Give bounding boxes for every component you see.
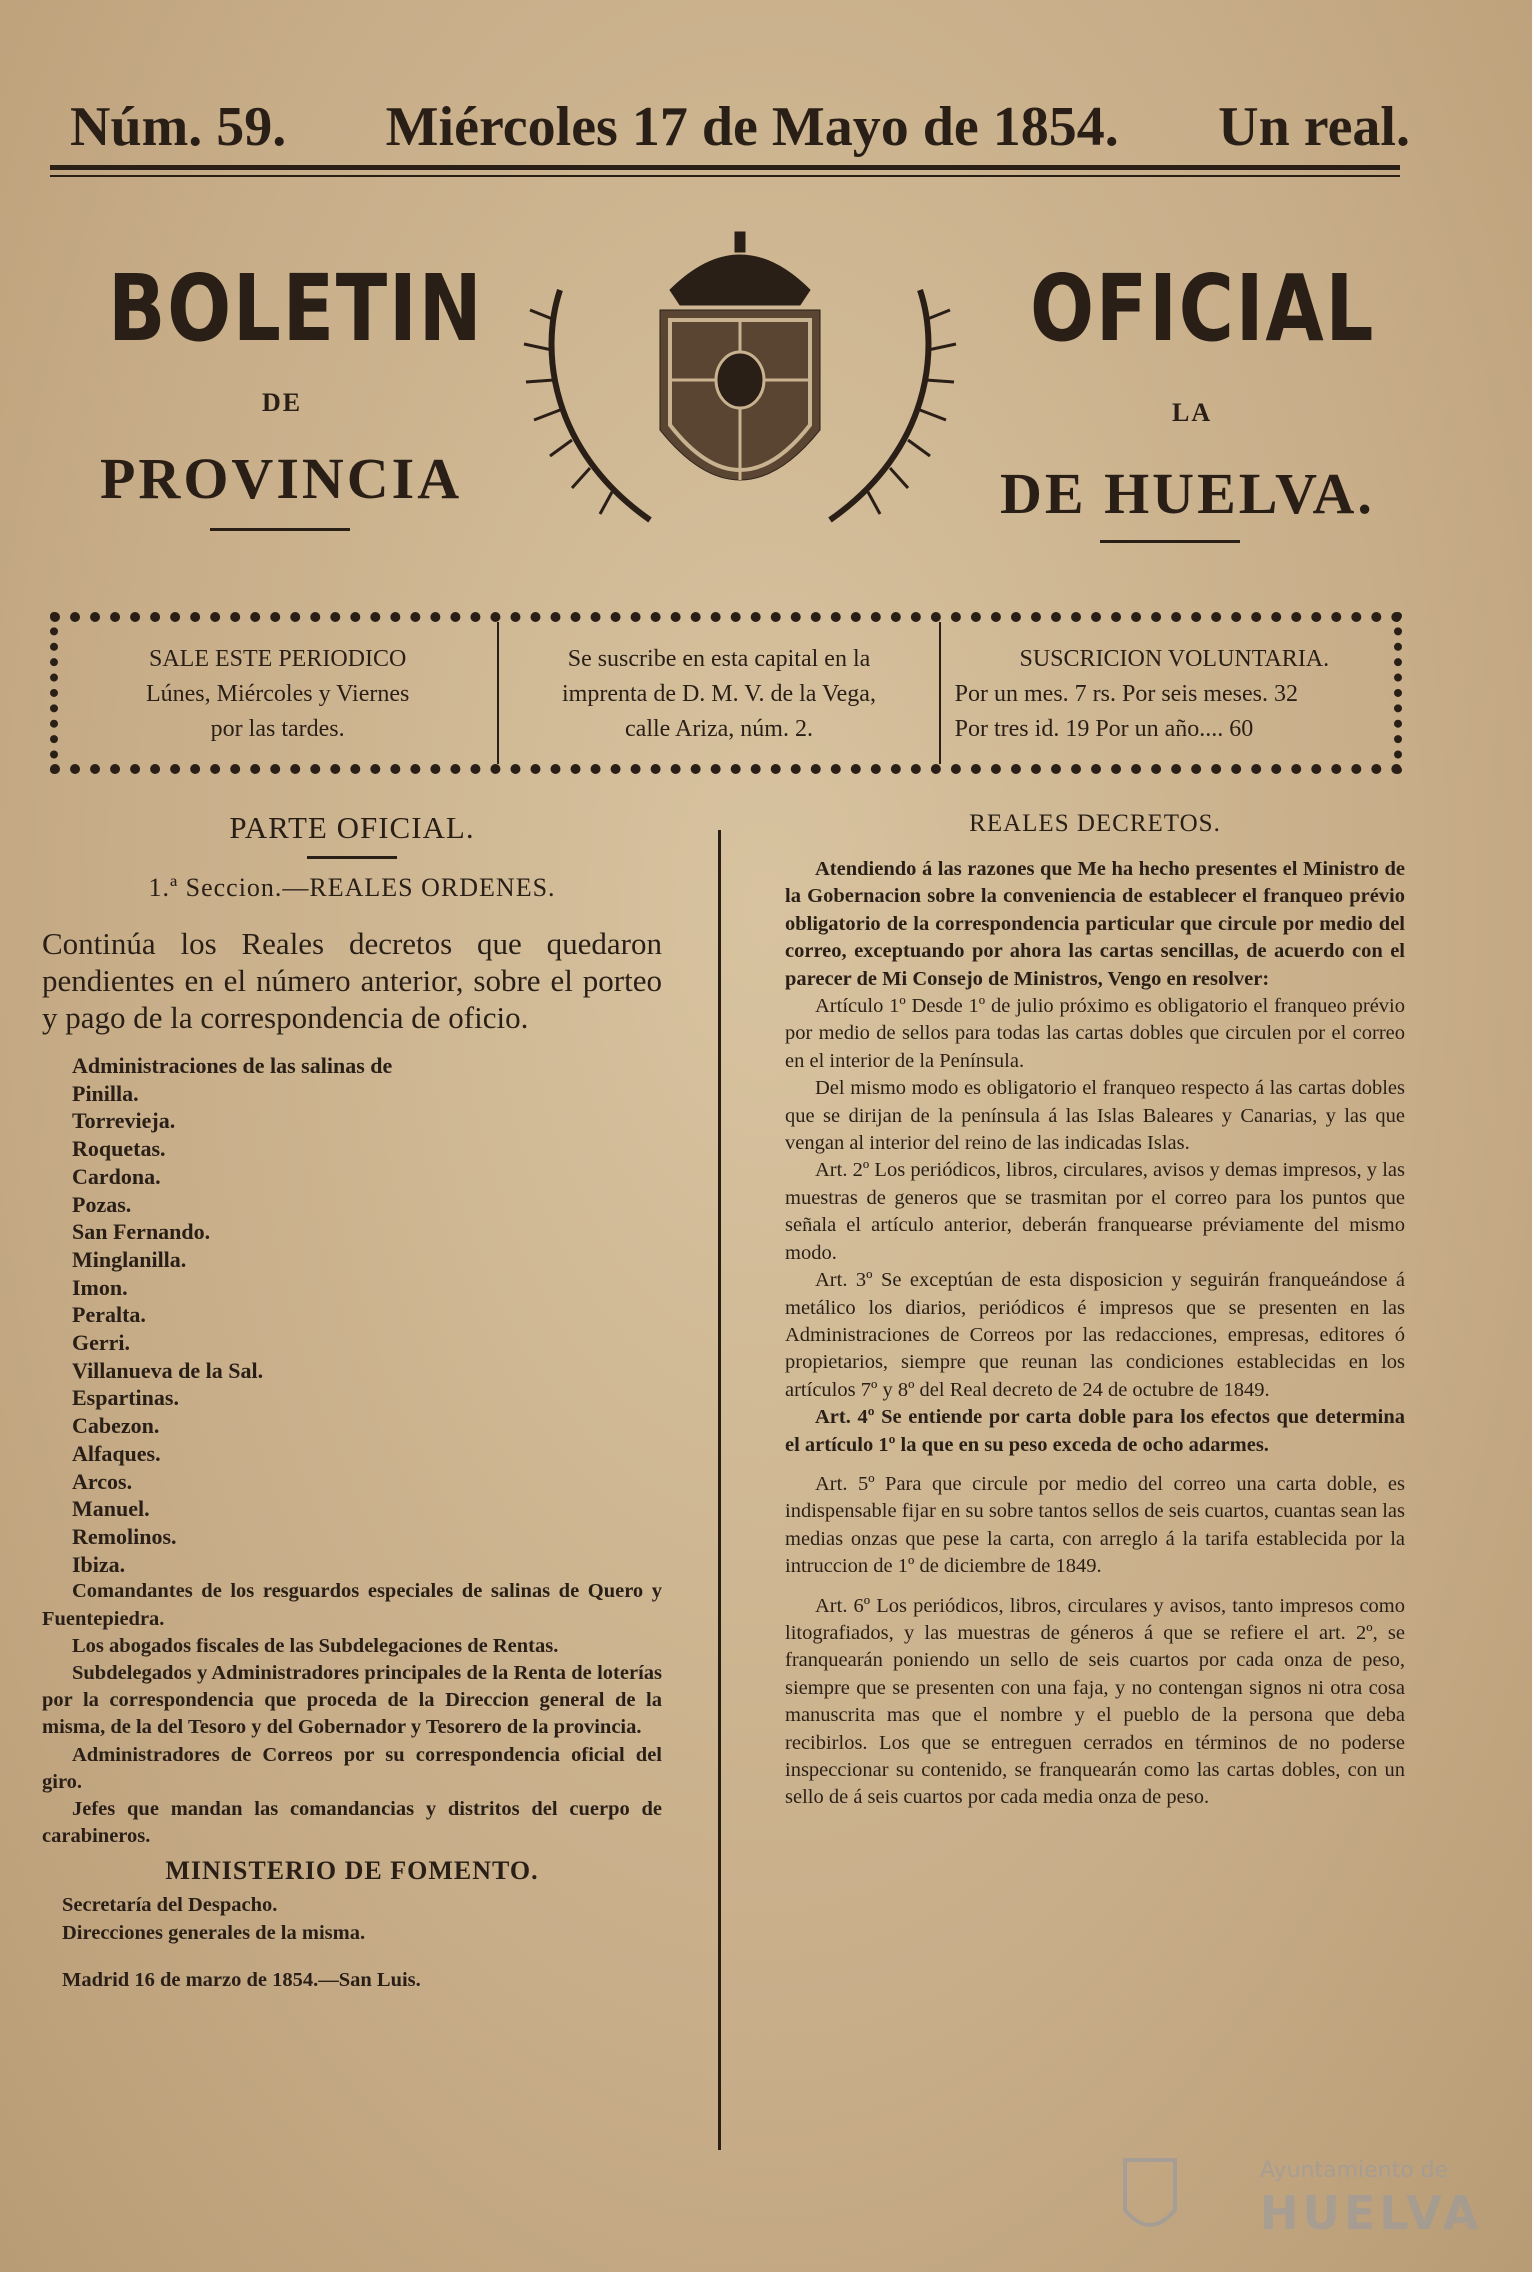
list-item: Cabezon. — [72, 1413, 160, 1439]
title-la: LA — [1172, 398, 1213, 427]
official-paragraph: Subdelegados y Administradores principales de la Renta de loterías por la correspondencia que proceda de la Direccion general de la misma, de la del Tesoro y del Gobernador y Tesorero de la provincia. — [42, 1661, 662, 1739]
title-huelva: DE HUELVA. — [1000, 461, 1375, 526]
address-line-3: calle Ariza, núm. 2. — [625, 716, 813, 742]
list-item: Remolinos. — [72, 1523, 177, 1549]
column-divider — [718, 830, 721, 2150]
list-item: Ibiza. — [72, 1551, 126, 1577]
left-flourish — [210, 528, 350, 531]
list-item: Roquetas. — [72, 1136, 166, 1162]
left-column — [42, 810, 662, 1994]
official-paragraph: Administradores de Correos por su correspondencia oficial del giro. — [42, 1743, 662, 1793]
list-item: Torrevieja. — [72, 1108, 176, 1134]
list-item: Gerri. — [72, 1330, 131, 1356]
signature: Madrid 16 de marzo de 1854.—San Luis. — [62, 1968, 421, 1991]
schedule-title: SALE ESTE PERIODICO — [148, 646, 407, 672]
list-item: Cardona. — [72, 1163, 161, 1189]
list-item: Villanueva de la Sal. — [72, 1357, 264, 1383]
masthead-rule-thin — [50, 175, 1400, 177]
watermark-shield-icon — [1120, 2150, 1180, 2240]
official-paragraph: Jefes que mandan las comandancias y distritos del cuerpo de carabineros. — [42, 1797, 662, 1848]
issue-date: Miércoles 17 de Mayo de 1854. — [385, 96, 1119, 158]
decree-paragraph: Art. 5º Para que circule por medio del correo una carta doble, es indispensable fijar en su sobre tantos sellos de seis cuartos, cuantas sean las medias onzas que pese la carta, con arreglo á la tarifa establecida por la intruccion de 1º de diciembre de 1849. — [785, 1472, 1405, 1578]
right-flourish — [1100, 540, 1240, 543]
price-line-2: Por tres id. 19 Por un año.... 60 — [954, 716, 1254, 742]
decree-articles — [785, 856, 1405, 1812]
schedule-time: por las tardes. — [210, 716, 345, 742]
masthead-rule — [50, 165, 1400, 170]
right-column — [785, 810, 1405, 1812]
ministry-heading: MINISTERIO DE FOMENTO. — [165, 1856, 539, 1886]
royal-crest — [520, 230, 960, 540]
lead-text: Continúa los Reales decretos que quedaron pendientes en el número anterior, sobre el porteo y pago de la correspondencia de oficio. — [42, 926, 662, 1035]
watermark-line-2: HUELVA — [1260, 2186, 1483, 2240]
list-item: Peralta. — [72, 1302, 146, 1328]
decree-paragraph: Artículo 1º Desde 1º de julio próximo es obligatorio el franqueo prévio por medio de sellos para todas las cartas dobles que circulen por el correo en el interior de la Península. — [785, 995, 1405, 1072]
title-de: DE — [262, 388, 303, 417]
subscription-title: SUSCRICION VOLUNTARIA. — [1019, 646, 1330, 672]
list-item: Minglanilla. — [72, 1246, 187, 1272]
ministry-item: Secretaría del Despacho. — [62, 1894, 278, 1917]
archive-watermark — [1120, 2150, 1483, 2250]
address-line-1: Se suscribe en esta capital en la — [567, 646, 871, 672]
title-provincia: PROVINCIA — [100, 446, 463, 511]
heading-separator — [307, 856, 397, 859]
subscription-prices — [939, 622, 1394, 764]
list-item: Administraciones de las salinas de — [72, 1053, 393, 1078]
list-item: Manuel. — [72, 1496, 150, 1522]
printer-address — [497, 622, 938, 764]
decree-paragraph: Atendiendo á las razones que Me ha hecho presentes el Ministro de la Gobernacion sobre la conveniencia de establecer el franqueo prévio obligatorio de la correspondencia particular que circule por medio del correo, exceptuando por ahora las cartas sencillas, de acuerdo con el parecer de Mi Consejo de Ministros, Vengo en resolver: — [785, 858, 1405, 990]
list-item: Arcos. — [72, 1468, 133, 1494]
title-oficial: OFICIAL — [1030, 255, 1376, 362]
ministry-item: Direcciones generales de la misma. — [62, 1921, 366, 1944]
section-heading: 1.ª Seccion.—REALES ORDENES. — [148, 873, 556, 902]
official-paragraph: Los abogados fiscales de las Subdelegaciones de Rentas. — [72, 1634, 559, 1657]
issue-price: Un real. — [1218, 96, 1410, 158]
list-item: Pinilla. — [72, 1080, 139, 1106]
officials-paragraphs — [42, 1578, 662, 1850]
masthead — [70, 95, 1410, 159]
title-right — [1030, 255, 1451, 362]
price-line-1: Por un mes. 7 rs. Por seis meses. 32 — [954, 681, 1298, 707]
official-paragraph: Comandantes de los resguardos especiales de salinas de Quero y Fuentepiedra. — [42, 1580, 662, 1630]
list-item: Imon. — [72, 1274, 128, 1300]
schedule-days: Lúnes, Miércoles y Viernes — [145, 681, 410, 707]
subscription-box — [50, 612, 1402, 774]
list-item: Pozas. — [72, 1191, 132, 1217]
decree-paragraph: Art. 4º Se entiende por carta doble para los efectos que determina el artículo 1º la que en su peso exceda de ocho adarmes. — [785, 1406, 1405, 1456]
reales-decretos-heading: REALES DECRETOS. — [969, 810, 1221, 837]
address-line-2: imprenta de D. M. V. de la Vega, — [562, 681, 876, 707]
list-item: San Fernando. — [72, 1219, 211, 1245]
publication-schedule — [58, 622, 497, 764]
decree-paragraph: Art. 2º Los periódicos, libros, circulares, avisos y demas impresos, y las muestras de generos que se trasmitan por el correo para los puntos que señala el artículo anterior, deberán franquearse préviamente del mismo modo. — [785, 1159, 1405, 1264]
title-boletin: BOLETIN — [108, 255, 484, 362]
list-item: Alfaques. — [72, 1440, 161, 1466]
salinas-list — [42, 1052, 662, 1578]
parte-oficial-heading: PARTE OFICIAL. — [229, 810, 475, 845]
title-left — [108, 255, 566, 362]
decree-paragraph: Art. 3º Se exceptúan de esta disposicion y seguirán franqueándose á metálico los diarios, periódicos é impresos que se presenten en las Administraciones de Correos por las redacciones, empresas, editores ó propietarios, siempre que reunan las condiciones establecidas en los artículos 7º y 8º del Real decreto de 24 de octubre de 1849. — [785, 1269, 1405, 1401]
watermark-line-1: Ayuntamiento de — [1260, 2158, 1449, 2183]
decree-paragraph: Del mismo modo es obligatorio el franqueo respecto á las cartas dobles que se dirijan de la península á las Islas Baleares y Canarias, y las que vengan al interior del reino de las indicadas Islas. — [785, 1077, 1405, 1155]
list-item: Espartinas. — [72, 1385, 179, 1411]
issue-number: Núm. 59. — [70, 96, 287, 158]
decree-paragraph: Art. 6º Los periódicos, libros, circulares y avisos, tanto impresos como litografiados, y las muestras de géneros á que se refiere el art. 2º, se franquearán poniendo un sello de seis cuartos por cada onza de peso, siempre que se presenten con una faja, y no contengan signos ni otra cosa manuscrita mas que el nombre y el pueblo de la persona que deba recibirlos. Los que se entreguen cerrados en términos de no poderse inspeccionar su contenido, se franquearán como las cartas dobles, con un sello de á seis cuartos por cada media onza de peso. — [785, 1594, 1405, 1809]
lead-paragraph — [42, 925, 662, 1036]
